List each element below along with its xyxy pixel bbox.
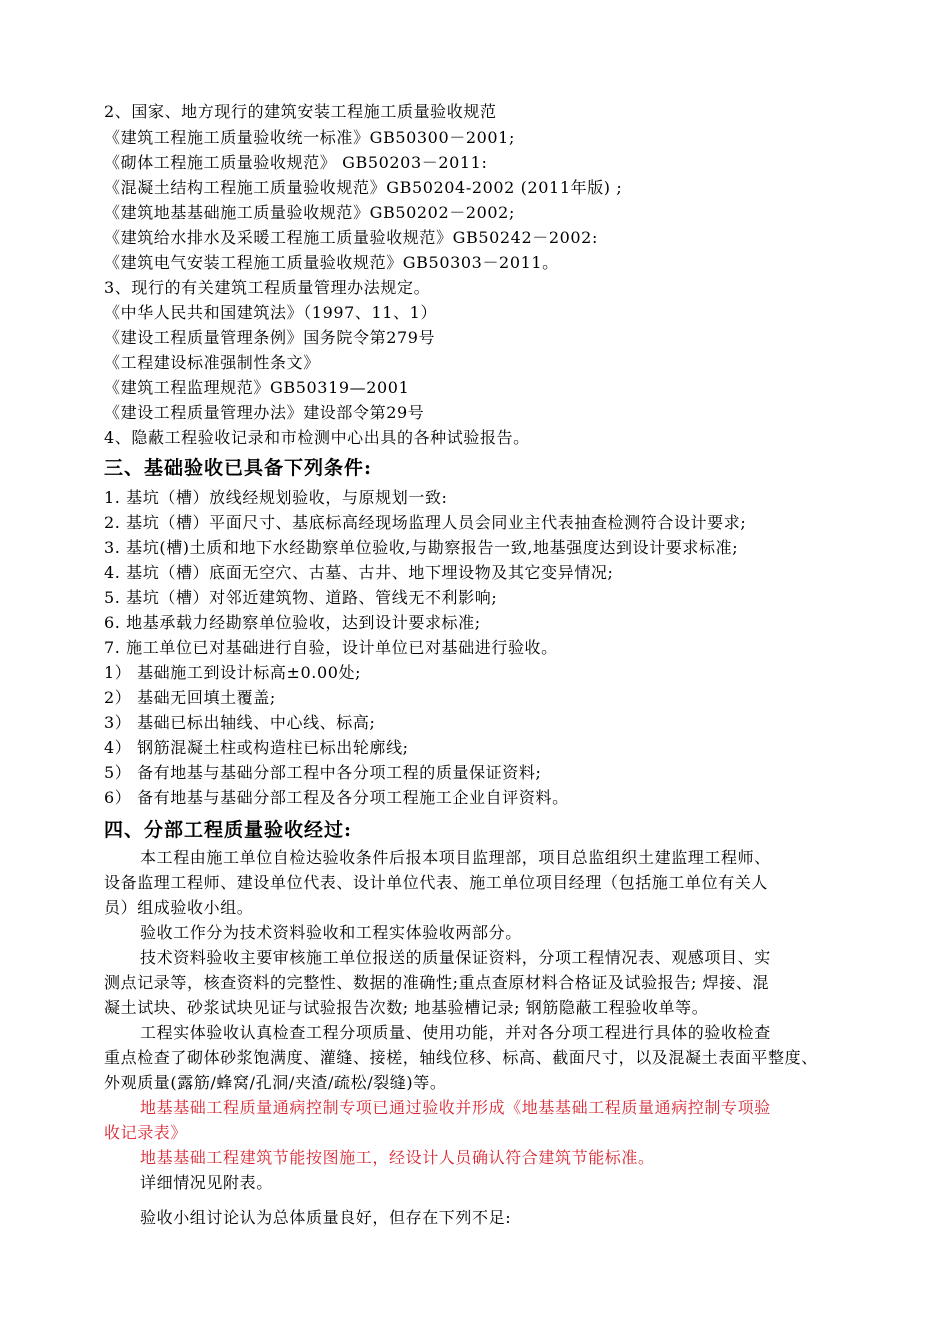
law-line: 《工程建设标准强制性条文》 (104, 353, 320, 372)
standard-line: 《建筑地基基础施工质量验收规范》GB50202－2002; (104, 203, 515, 222)
section-heading: 三、基础验收已具备下列条件: (104, 457, 373, 479)
paragraph-line: 外观质量(露筋/蜂窝/孔洞/夹渣/疏松/裂缝)等。 (104, 1073, 447, 1092)
sub-condition-item: 3） 基础已标出轴线、中心线、标高; (104, 713, 376, 732)
paragraph-line: 重点检查了砌体砂浆饱满度、灌缝、接槎，轴线位移、标高、截面尺寸，以及混凝土表面平整度、 (104, 1048, 818, 1067)
ref-item-3: 3、现行的有关建筑工程质量管理办法规定。 (104, 278, 431, 297)
paragraph-line: 凝土试块、砂浆试块见证与试验报告次数; 地基验槽记录; 钢筋隐蔽工程验收单等。 (104, 998, 709, 1017)
ref-item-4: 4、隐蔽工程验收记录和市检测中心出具的各种试验报告。 (104, 428, 530, 447)
paragraph-line: 员）组成验收小组。 (104, 898, 254, 917)
condition-item: 2. 基坑（槽）平面尺寸、基底标高经现场监理人员会同业主代表抽查检测符合设计要求; (104, 513, 747, 532)
paragraph-line: 测点记录等，核查资料的完整性、数据的准确性;重点查原材料合格证及试验报告; 焊接、混 (104, 973, 770, 992)
standard-line: 《砌体工程施工质量验收规范》 GB50203－2011: (104, 153, 488, 172)
paragraph-line: 详细情况见附表。 (140, 1173, 273, 1192)
standard-line: 《建筑给水排水及采暖工程施工质量验收规范》GB50242－2002: (104, 228, 598, 247)
highlighted-paragraph-line: 收记录表》 (104, 1123, 188, 1142)
condition-item: 5. 基坑（槽）对邻近建筑物、道路、管线无不利影响; (104, 588, 498, 607)
condition-item: 7. 施工单位已对基础进行自验，设计单位已对基础进行验收。 (104, 638, 558, 657)
paragraph-line: 设备监理工程师、建设单位代表、设计单位代表、施工单位项目经理（包括施工单位有关人 (104, 873, 769, 892)
standard-line: 《建筑电气安装工程施工质量验收规范》GB50303－2011。 (104, 253, 559, 272)
condition-item: 3. 基坑(槽)土质和地下水经勘察单位验收,与勘察报告一致,地基强度达到设计要求标准; (104, 538, 739, 557)
condition-item: 1. 基坑（槽）放线经规划验收，与原规划一致: (104, 488, 448, 507)
section-heading: 四、分部工程质量验收经过: (104, 819, 353, 841)
law-line: 《建设工程质量管理条例》国务院令第279号 (104, 328, 436, 347)
standard-line: 《混凝土结构工程施工质量验收规范》GB50204-2002 (2011年版) ; (104, 178, 623, 197)
paragraph-line: 验收工作分为技术资料验收和工程实体验收两部分。 (140, 923, 522, 942)
paragraph-line: 工程实体验收认真检查工程分项质量、使用功能，并对各分项工程进行具体的验收检查 (140, 1023, 771, 1042)
paragraph-line: 本工程由施工单位自检达验收条件后报本项目监理部，项目总监组织土建监理工程师、 (140, 848, 771, 867)
condition-item: 6. 地基承载力经勘察单位验收，达到设计要求标准; (104, 613, 481, 632)
sub-condition-item: 1） 基础施工到设计标高±0.00处; (104, 663, 362, 682)
sub-condition-item: 6） 备有地基与基础分部工程及各分项工程施工企业自评资料。 (104, 788, 569, 807)
ref-item-2: 2、国家、地方现行的建筑安装工程施工质量验收规范 (104, 102, 497, 121)
condition-item: 4. 基坑（槽）底面无空穴、古墓、古井、地下埋设物及其它变异情况; (104, 563, 614, 582)
highlighted-paragraph-line: 地基基础工程质量通病控制专项已通过验收并形成《地基基础工程质量通病控制专项验 (140, 1098, 771, 1117)
sub-condition-item: 2） 基础无回填土覆盖; (104, 688, 276, 707)
sub-condition-item: 4） 钢筋混凝土柱或构造柱已标出轮廓线; (104, 738, 409, 757)
paragraph-line: 验收小组讨论认为总体质量良好，但存在下列不足: (140, 1208, 512, 1227)
highlighted-paragraph-line: 地基基础工程建筑节能按图施工，经设计人员确认符合建筑节能标准。 (140, 1148, 655, 1167)
paragraph-line: 技术资料验收主要审核施工单位报送的质量保证资料，分项工程情况表、观感项目、实 (140, 948, 771, 967)
sub-condition-item: 5） 备有地基与基础分部工程中各分项工程的质量保证资料; (104, 763, 542, 782)
law-line: 《建筑工程监理规范》GB50319—2001 (104, 378, 410, 397)
law-line: 《中华人民共和国建筑法》（1997、11、1） (104, 303, 438, 322)
law-line: 《建设工程质量管理办法》建设部令第29号 (104, 403, 425, 422)
standard-line: 《建筑工程施工质量验收统一标准》GB50300－2001; (104, 128, 515, 147)
